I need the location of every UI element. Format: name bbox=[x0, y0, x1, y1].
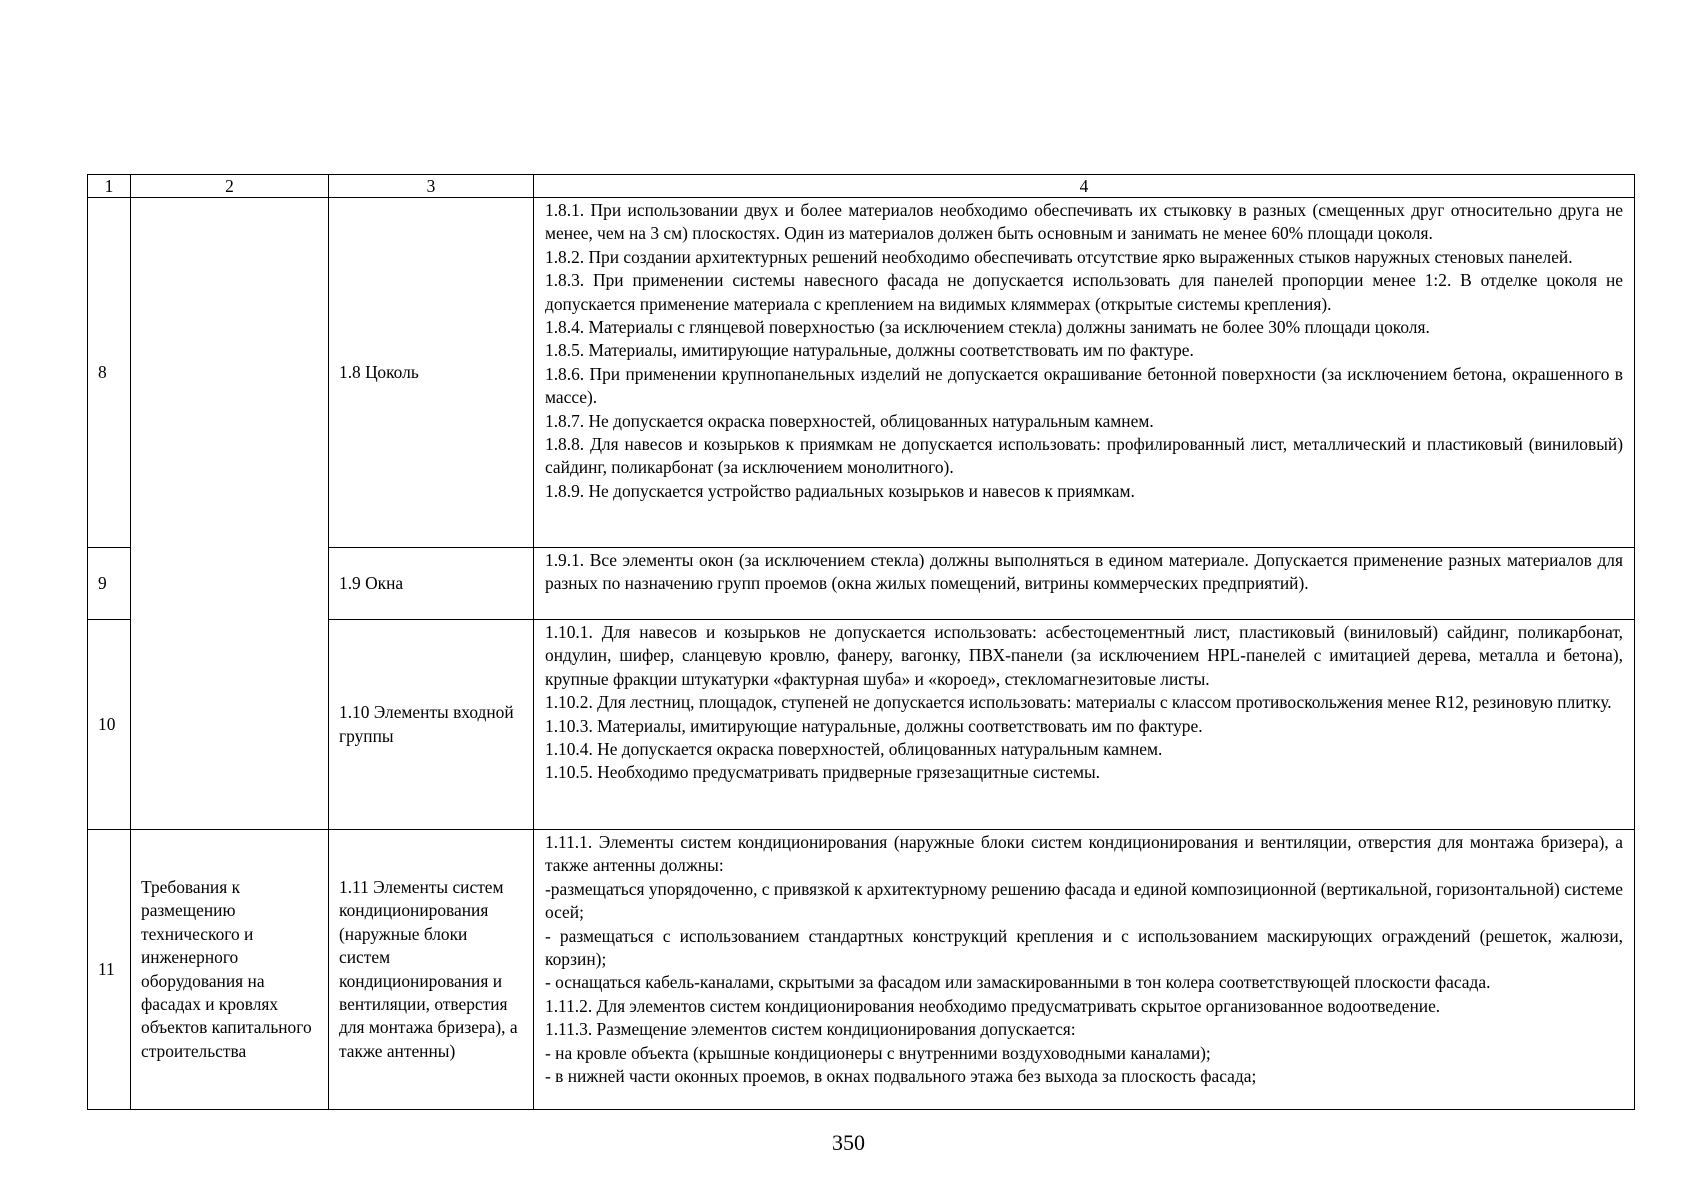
header-cell: 1 bbox=[88, 175, 131, 198]
requirement-item: 1.10.5. Необходимо предусматривать придверные грязезащитные системы. bbox=[545, 762, 1101, 783]
row-requirements bbox=[534, 548, 1635, 620]
table-row bbox=[88, 830, 1635, 1110]
requirement-item: 1.8.2. При создании архитектурных решений необходимо обеспечивать отсутствие ярко выраженных стыков наружных стеновых панелей. bbox=[545, 246, 1573, 267]
requirement-item: 1.8.6. При применении крупнопанельных изделий не допускается окрашивание бетонной поверхности (за исключением бетона, окрашенного в массе). bbox=[545, 363, 1623, 408]
requirement-item: 1.10.2. Для лестниц, площадок, ступеней не допускается использовать: материалы с классом противоскольжения менее R12, резиновую плитку. bbox=[545, 692, 1612, 713]
requirement-item: 1.10.1. Для навесов и козырьков не допускается использовать: асбестоцементный лист, пластиковый (виниловый) сайдинг, поликарбонат, ондулин, шифер, сланцевую кровлю, фанеру, вагонку, ПВХ-панели (за исключением HPL-панелей с имитацией дерева, металла и бетона), крупные фракции штукатурки «фактурная шуба» и «короед», стекломагнезитовые листы. bbox=[545, 622, 1623, 689]
requirement-item: 1.11.2. Для элементов систем кондиционирования необходимо предусматривать скрытое организованное водоотведение. bbox=[545, 995, 1441, 1016]
requirement-item: 1.8.7. Не допускается окраска поверхностей, облицованных натуральным камнем. bbox=[545, 410, 1154, 431]
requirement-item: 1.8.9. Не допускается устройство радиальных козырьков и навесов к приямкам. bbox=[545, 480, 1135, 501]
row-number: 9 bbox=[88, 548, 131, 620]
requirement-item: 1.8.1. При использовании двух и более материалов необходимо обеспечивать их стыковку в разных (смещенных друг относительно друга не менее, чем на 3 см) плоскостях. Один из материалов должен быть основным и занимать не менее 60% площади цоколя. bbox=[545, 200, 1623, 244]
row-requirements bbox=[534, 830, 1635, 1110]
row-requirements bbox=[534, 198, 1635, 548]
row-number: 11 bbox=[88, 830, 131, 1110]
requirement-item: 1.10.4. Не допускается окраска поверхностей, облицованных натуральным камнем. bbox=[545, 739, 1163, 760]
table-header-row bbox=[88, 175, 1635, 198]
requirement-item: 1.9.1. Все элементы окон (за исключением стекла) должны выполняться в едином материале. Допускается применение разных материалов для разных по назначению групп проемов (окна жилых помещений, витрины коммерческих предприятий). bbox=[545, 550, 1623, 594]
requirement-item: 1.8.3. При применении системы навесного фасада не допускается использовать для панелей пропорции менее 1:2. В отделке цоколя не допускается применение материала с креплением на видимых кляммерах (открытые системы крепления). bbox=[545, 270, 1623, 314]
requirement-item: - размещаться с использованием стандартных конструкций крепления и с использованием маскирующих ограждений (решеток, жалюзи, корзин); bbox=[545, 925, 1623, 970]
requirement-item: 1.8.5. Материалы, имитирующие натуральные, должны соответствовать им по фактуре. bbox=[545, 340, 1194, 361]
header-cell: 4 bbox=[534, 175, 1635, 198]
row-requirements bbox=[534, 620, 1635, 830]
table-row bbox=[88, 198, 1635, 548]
row-number: 10 bbox=[88, 620, 131, 830]
requirement-item: -размещаться упорядоченно, с привязкой к архитектурному решению фасада и единой композиционной (вертикальной, горизонтальной) системе осей; bbox=[545, 878, 1623, 923]
requirement-item: 1.11.1. Элементы систем кондиционирования (наружные блоки систем кондиционирования и вентиляции, отверстия для монтажа бризера), а также антенны должны: bbox=[545, 832, 1623, 876]
requirements-table bbox=[87, 174, 1635, 1110]
header-cell: 2 bbox=[131, 175, 329, 198]
row-number: 8 bbox=[88, 198, 131, 548]
row-element: 1.11 Элементы систем кондиционирования (наружные блоки систем кондиционирования и вентиляции, отверстия для монтажа бризера), а также антенны) bbox=[329, 830, 534, 1110]
requirement-item: - на кровле объекта (крышные кондиционеры с внутренними воздуховодными каналами); bbox=[545, 1042, 1211, 1063]
row-element: 1.9 Окна bbox=[329, 548, 534, 620]
requirement-item: 1.8.4. Материалы с глянцевой поверхностью (за исключением стекла) должны занимать не более 30% площади цоколя. bbox=[545, 317, 1430, 338]
requirement-item: 1.8.8. Для навесов и козырьков к приямкам не допускается использовать: профилированный лист, металлический и пластиковый (виниловый) сайдинг, поликарбонат (за исключением монолитного). bbox=[545, 434, 1623, 478]
requirement-item: - в нижней части оконных проемов, в окнах подвального этажа без выхода за плоскость фасада; bbox=[545, 1066, 1257, 1087]
row-element: 1.10 Элементы входной группы bbox=[329, 620, 534, 830]
page-number: 350 bbox=[832, 1130, 865, 1155]
requirement-item: 1.10.3. Материалы, имитирующие натуральные, должны соответствовать им по фактуре. bbox=[545, 715, 1203, 736]
row-category: Требования к размещению технического и инженерного оборудования на фасадах и кровлях объектов капитального строительства bbox=[131, 830, 329, 1110]
requirement-item: - оснащаться кабель-каналами, скрытыми за фасадом или замаскированными в тон колера соответствующей плоскости фасада. bbox=[545, 972, 1491, 993]
row-element: 1.8 Цоколь bbox=[329, 198, 534, 548]
requirement-item: 1.11.3. Размещение элементов систем кондиционирования допускается: bbox=[545, 1019, 1076, 1040]
header-cell: 3 bbox=[329, 175, 534, 198]
row-category-empty bbox=[131, 198, 329, 830]
